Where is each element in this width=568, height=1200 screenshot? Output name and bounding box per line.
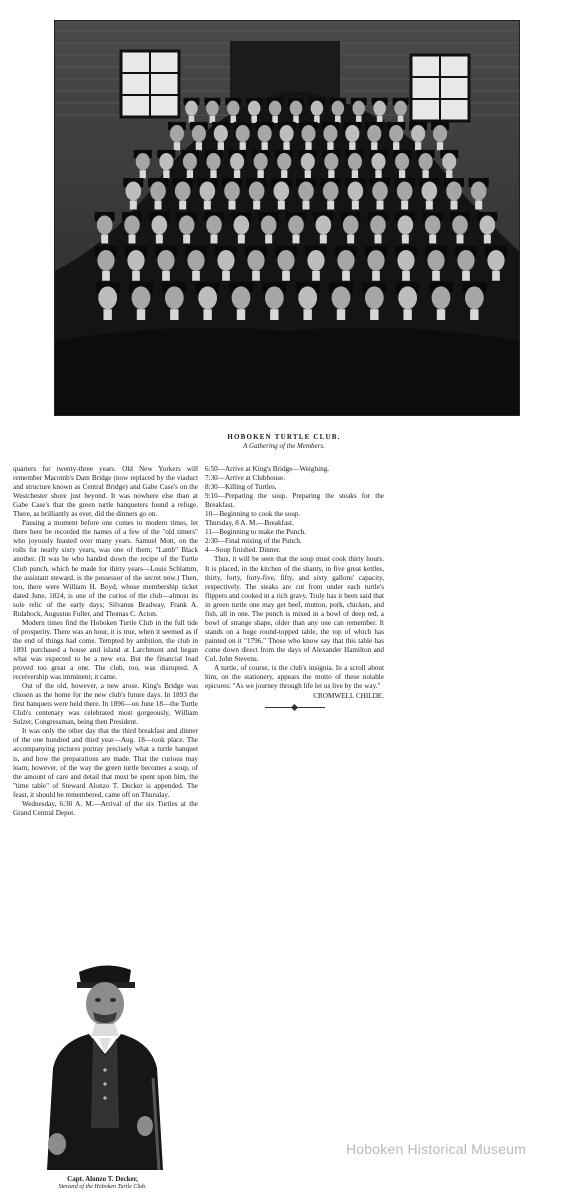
crowd-collar	[183, 235, 190, 244]
crowd-face	[367, 125, 381, 142]
crowd-face	[419, 153, 433, 170]
crowd-face	[307, 250, 324, 271]
crowd-face	[373, 101, 385, 116]
crowd-face	[157, 250, 174, 271]
crowd-collar	[293, 235, 300, 244]
crowd-collar	[370, 309, 378, 320]
schedule-line: 10—Beginning to cook the soup.	[205, 510, 301, 519]
crowd-collar	[327, 201, 334, 210]
crowd-face	[248, 101, 260, 116]
crowd-collar	[303, 309, 311, 320]
crowd-face	[480, 216, 496, 235]
crowd-face	[348, 182, 364, 201]
crowd-collar	[281, 170, 287, 178]
crowd-face	[348, 153, 362, 170]
crowd-face	[370, 216, 386, 235]
crowd-collar	[211, 235, 218, 244]
crowd-face	[206, 101, 218, 116]
crowd-collar	[347, 235, 354, 244]
crowd-face	[165, 286, 184, 309]
crowd-face	[206, 216, 222, 235]
crowd-face	[97, 216, 113, 235]
crowd-collar	[320, 235, 327, 244]
crowd-collar	[192, 271, 200, 281]
crowd-collar	[240, 142, 246, 150]
crowd-face	[398, 286, 417, 309]
crowd-face	[170, 125, 184, 142]
crowd-face	[301, 125, 315, 142]
crowd-face	[398, 216, 414, 235]
crowd-face	[200, 182, 216, 201]
crowd-collar	[262, 142, 268, 150]
crowd-collar	[257, 170, 263, 178]
portrait-caption	[20, 1175, 185, 1191]
photo-caption-title: HOBOKEN TURTLE CLUB.	[227, 433, 341, 441]
crowd-collar	[129, 235, 136, 244]
crowd-collar	[426, 201, 433, 210]
crowd-collar	[137, 309, 145, 320]
crowd-face	[227, 101, 239, 116]
crowd-collar	[237, 309, 245, 320]
crowd-face	[236, 125, 250, 142]
crowd-collar	[162, 271, 170, 281]
crowd-face	[247, 250, 264, 271]
crowd-face	[323, 182, 339, 201]
portrait-name: Capt. Alonzo T. Decker,	[67, 1175, 138, 1183]
crowd-collar	[140, 170, 146, 178]
window-left	[121, 51, 179, 117]
crowd-collar	[399, 170, 405, 178]
crowd-face	[397, 250, 414, 271]
crowd-face	[274, 182, 290, 201]
crowd-collar	[210, 170, 216, 178]
crowd-face	[324, 153, 338, 170]
crowd-collar	[446, 170, 452, 178]
crowd-face	[152, 216, 168, 235]
crowd-collar	[328, 170, 334, 178]
crowd-collar	[337, 309, 345, 320]
crowd-face	[277, 153, 291, 170]
crowd-collar	[312, 271, 320, 281]
crowd-collar	[402, 271, 410, 281]
crowd-collar	[155, 201, 162, 210]
crowd-face	[214, 125, 228, 142]
crowd-collar	[422, 170, 428, 178]
crowd-face	[97, 250, 114, 271]
crowd-face	[192, 125, 206, 142]
crowd-collar	[372, 271, 380, 281]
crowd-face	[98, 286, 117, 309]
crowd-face	[446, 182, 462, 201]
crowd-face	[323, 125, 337, 142]
crowd-face	[217, 250, 234, 271]
crowd-collar	[402, 235, 409, 244]
crowd-face	[206, 153, 220, 170]
crowd-face	[258, 125, 272, 142]
crowd-collar	[305, 170, 311, 178]
article-right-column	[205, 465, 384, 708]
crowd-collar	[462, 271, 470, 281]
crowd-collar	[252, 271, 260, 281]
crowd-face	[395, 153, 409, 170]
crowd-face	[457, 250, 474, 271]
crowd-face	[175, 182, 191, 201]
portrait-illustration	[27, 958, 177, 1170]
crowd-face	[311, 101, 323, 116]
crowd-photo-illustration	[55, 21, 519, 415]
crowd-collar	[130, 201, 137, 210]
crowd-collar	[377, 201, 384, 210]
crowd-face	[298, 182, 314, 201]
crowd-face	[332, 101, 344, 116]
crowd-face	[427, 250, 444, 271]
crowd-collar	[265, 235, 272, 244]
crowd-collar	[196, 142, 202, 150]
crowd-face	[372, 182, 388, 201]
crowd-face	[254, 153, 268, 170]
paragraph: Thus, it will be seen that the soup must cook thirty hours. It is placed, in the kitchen of the shanty, in five great kettles, thirty, forty, forty-five, fifty, and sixty gallons' capacity, respectively. The steaks are cut from under each turtle's flippers and cooked in a rich gravy. Truly has it been said that in green turtle one may get beef, mutton, pork, chicken, and fish, all in one. The punch is mixed in a bowl of deep red, a bowl of strange shape, older than any one can remember. It stands on a huge round-topped table, the top of which has painted on it "1796." Those who know say that this table has come down direct from the days of Alexander Hamilton and Col. John Stevens.	[205, 555, 384, 663]
crowd-collar	[492, 271, 500, 281]
crowd-face	[230, 153, 244, 170]
paragraph: Wednesday, 6:30 A. M.—Arrival of the six Turtles at the Grand Central Depot.	[13, 799, 198, 817]
author-signature: CROMWELL CHILDE.	[313, 692, 384, 701]
crowd-face	[234, 216, 250, 235]
crowd-face	[280, 125, 294, 142]
paragraph: Modern times find the Hoboken Turtle Club in the full tide of prosperity. There was an hour, it is true, when it seemed as if the end of things had come. Tempted by ambition, the club in 1891 purchased a house and island at Larchmont and began what was expected to be a new era. But the financial load proved too great a one. The club, too, was disrupted. A receivership was imminent; it came.	[13, 618, 198, 682]
crowd-face	[224, 182, 240, 201]
crowd-collar	[327, 142, 333, 150]
crowd-collar	[238, 235, 245, 244]
crowd-face	[365, 286, 384, 309]
crowd-face	[471, 182, 487, 201]
crowd-face	[332, 286, 351, 309]
crowd-face	[261, 216, 277, 235]
crowd-face	[232, 286, 251, 309]
crowd-face	[487, 250, 504, 271]
crowd-face	[288, 216, 304, 235]
crowd-face	[269, 101, 281, 116]
crowd-collar	[229, 201, 236, 210]
crowd-collar	[174, 142, 180, 150]
crowd-collar	[451, 201, 458, 210]
crowd-face	[198, 286, 217, 309]
crowd-face	[422, 182, 438, 201]
crowd-collar	[278, 201, 285, 210]
crowd-collar	[132, 271, 140, 281]
crowd-collar	[352, 170, 358, 178]
crowd-collar	[234, 170, 240, 178]
crowd-collar	[432, 271, 440, 281]
crowd-face	[337, 250, 354, 271]
crowd-face	[124, 216, 140, 235]
crowd-face	[132, 286, 151, 309]
crowd-face	[179, 216, 195, 235]
crowd-collar	[101, 235, 108, 244]
section-end-rule	[265, 707, 325, 708]
crowd-face	[343, 216, 359, 235]
crowd-face	[411, 125, 425, 142]
crowd-collar	[283, 142, 289, 150]
paragraph: It was only the other day that the third breakfast and dinner of the one hundred and third year—Aug. 18—took place. The accompanying pictures portray precisely what a turtle banquet is, and how the preparations are made. That the curious may learn, however, of the way the green turtle becomes a soup, of the amount of care and detail that must be spent upon him, the "time table" of Steward Alonzo T. Decker is appended. The feast, it should be remembered, came off on Thursday.	[13, 727, 198, 799]
crowd-collar	[437, 142, 443, 150]
crowd-face	[394, 101, 406, 116]
crowd-collar	[470, 309, 478, 320]
paragraph: quarters for twenty-three years. Old New Yorkers will remember Macomb's Dam Bridge (now replaced by the viaduct and structure known as Central Bridge) and Gabe Case's on the Westchester shore just beyond. It was nowhere else than at Gabe Case's that the green turtle banqueters found a refuge. There, as brilliantly as ever, did the dinners go on.	[13, 465, 198, 519]
schedule-line: 11—Beginning to make the Punch.	[205, 528, 306, 537]
crowd-face	[136, 153, 150, 170]
crowd-collar	[349, 142, 355, 150]
crowd-collar	[484, 235, 491, 244]
crowd-face	[265, 286, 284, 309]
crowd-face	[290, 101, 302, 116]
crowd-collar	[342, 271, 350, 281]
crowd-face	[452, 216, 468, 235]
crowd-collar	[102, 271, 110, 281]
crowd-face	[183, 153, 197, 170]
crowd-face	[397, 182, 413, 201]
crowd-face	[159, 153, 173, 170]
crowd-face	[127, 250, 144, 271]
museum-watermark: Hoboken Historical Museum	[346, 1141, 527, 1157]
crowd-collar	[393, 142, 399, 150]
portrait-title: Steward of the Hoboken Turtle Club.	[58, 1184, 147, 1190]
paragraph: Pausing a moment before one comes to modern times, let there here be recorded the names of a few of the "old timers" who joyously feasted over many years. Samuel Mott, on the rolls for nearly sixty years, was one of them; "Lamb" Black another. (It was he who handed down the recipe of the Turtle Club punch, which he made for thirty years—Louis Schlamm, the assistant steward, is the possessor of the secret now.) Then, too, there were William H. Boyd, whose membership ticket dated June, 1824, is one of the curios of the club—almost its sole relic of the early days; Silvanus Bradway, Frank A. Ridabock, Augustus Fuller, and Thomas C. Acton.	[13, 519, 198, 618]
crowd-face	[126, 182, 142, 201]
schedule-line: 6:50—Arrive at King's Bridge—Weighing.	[205, 465, 330, 473]
window-right	[411, 55, 469, 121]
crowd-collar	[429, 235, 436, 244]
crowd-collar	[204, 201, 211, 210]
crowd-collar	[437, 309, 445, 320]
crowd-face	[277, 250, 294, 271]
crowd-collar	[305, 142, 311, 150]
crowd-collar	[415, 142, 421, 150]
crowd-face	[301, 153, 315, 170]
schedule-line: 8:30—Killing of Turtles.	[205, 483, 277, 492]
crowd-collar	[403, 309, 411, 320]
crowd-face	[352, 101, 364, 116]
crowd-face	[150, 182, 166, 201]
crowd-collar	[371, 142, 377, 150]
crowd-collar	[352, 201, 359, 210]
crowd-face	[371, 153, 385, 170]
crowd-collar	[187, 170, 193, 178]
crowd-face	[298, 286, 317, 309]
crowd-collar	[375, 235, 382, 244]
crowd-face	[432, 286, 451, 309]
paragraph: A turtle, of course, is the club's insignia. In a scroll about him, on the stationery, appears the motto of these notable epicures: "As we journey through life let us live by the way."	[205, 664, 384, 691]
crowd-face	[185, 101, 197, 116]
crowd-face	[187, 250, 204, 271]
crowd-collar	[163, 170, 169, 178]
crowd-collar	[222, 271, 230, 281]
crowd-collar	[103, 309, 111, 320]
crowd-collar	[282, 271, 290, 281]
crowd-collar	[270, 309, 278, 320]
schedule-line: Thursday, 8 A. M.—Breakfast.	[205, 519, 294, 528]
schedule-line: 2:30—Final mixing of the Punch.	[205, 537, 302, 546]
crowd-collar	[457, 235, 464, 244]
crowd-face	[389, 125, 403, 142]
crowd-collar	[475, 201, 482, 210]
portrait-photograph	[27, 958, 177, 1170]
crowd-face	[465, 286, 484, 309]
crowd-face	[425, 216, 441, 235]
crowd-face	[316, 216, 332, 235]
crowd-collar	[401, 201, 408, 210]
crowd-collar	[156, 235, 163, 244]
paragraph: Out of the old, however, a new arose. King's Bridge was chosen as the home for the new club's future days. In 1893 the first banquets were held there. In 1896—on June 18—the Turtle Club's centenary was celebrated most gorgeously, William Sulzer, Congressman, being then President.	[13, 682, 198, 727]
crowd-collar	[375, 170, 381, 178]
crowd-face	[345, 125, 359, 142]
crowd-face	[367, 250, 384, 271]
crowd-face	[249, 182, 265, 201]
crowd-collar	[170, 309, 178, 320]
crowd-face	[433, 125, 447, 142]
schedule-line: 9:10—Preparing the soup. Preparing the steaks for the Breakfast.	[205, 492, 384, 510]
crowd-collar	[218, 142, 224, 150]
crowd-face	[442, 153, 456, 170]
group-photograph	[54, 20, 520, 416]
schedule-line: 4—Soup finished. Dinner.	[205, 546, 281, 555]
schedule-line: 7:30—Arrive at Clubhouse.	[205, 474, 286, 483]
crowd-collar	[253, 201, 260, 210]
crowd-collar	[203, 309, 211, 320]
crowd-collar	[303, 201, 310, 210]
crowd-collar	[179, 201, 186, 210]
article-left-column	[13, 465, 198, 818]
photo-caption-subtitle: A Gathering of the Members.	[243, 442, 325, 450]
